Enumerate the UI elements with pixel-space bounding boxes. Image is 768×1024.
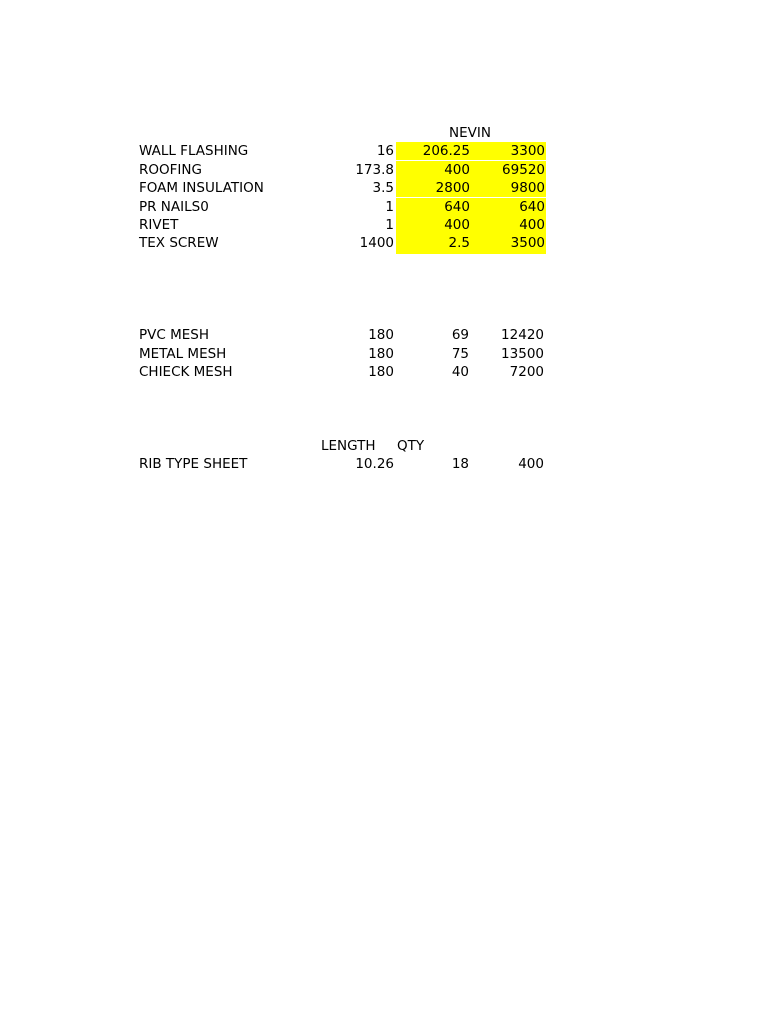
table-row	[0, 179, 768, 197]
table-row	[0, 326, 768, 344]
item-name: METAL MESH	[139, 346, 227, 362]
item-name: FOAM INSULATION	[139, 180, 264, 196]
item-quantity: 180	[368, 327, 394, 343]
item-total: 12420	[501, 327, 544, 343]
nevin-header: NEVIN	[449, 125, 491, 141]
table-row	[0, 198, 768, 216]
table-row	[0, 142, 768, 160]
length-header: LENGTH	[321, 438, 376, 454]
item-qty: 18	[451, 456, 469, 472]
item-total: 13500	[501, 346, 544, 362]
item-length: 10.26	[355, 456, 394, 472]
item-name: PR NAILS0	[139, 199, 209, 215]
item-quantity: 3.5	[372, 180, 394, 196]
qty-header: QTY	[397, 438, 425, 454]
item-quantity: 173.8	[355, 162, 394, 178]
item-quantity: 16	[376, 143, 394, 159]
item-rate: 2800	[396, 179, 471, 197]
item-rate: 75	[451, 346, 469, 362]
item-name: TEX SCREW	[139, 235, 219, 251]
item-quantity: 1	[385, 217, 394, 233]
item-total: 3500	[471, 234, 546, 254]
item-total: 7200	[509, 364, 544, 380]
item-rate: 400	[396, 161, 471, 179]
table-row	[0, 161, 768, 179]
item-total: 9800	[471, 179, 546, 197]
table-row	[0, 216, 768, 234]
item-rate: 40	[451, 364, 469, 380]
item-total: 400	[518, 456, 544, 472]
table-row	[0, 455, 768, 473]
item-quantity: 180	[368, 346, 394, 362]
table-row	[0, 363, 768, 381]
item-rate: 2.5	[396, 234, 471, 254]
item-total: 3300	[471, 142, 546, 160]
item-rate: 400	[396, 216, 471, 234]
table-row	[0, 234, 768, 252]
item-name: CHIECK MESH	[139, 364, 233, 380]
item-quantity: 1400	[359, 235, 394, 251]
item-rate: 206.25	[396, 142, 471, 160]
item-name: RIB TYPE SHEET	[139, 456, 248, 472]
table-row	[0, 345, 768, 363]
item-name: ROOFING	[139, 162, 202, 178]
item-rate: 640	[396, 198, 471, 216]
item-rate: 69	[451, 327, 469, 343]
item-quantity: 180	[368, 364, 394, 380]
header-row	[0, 437, 768, 455]
item-total: 69520	[471, 161, 546, 179]
item-total: 640	[471, 198, 546, 216]
item-quantity: 1	[385, 199, 394, 215]
item-total: 400	[471, 216, 546, 234]
item-name: RIVET	[139, 217, 179, 233]
item-name: WALL FLASHING	[139, 143, 249, 159]
header-row	[0, 124, 768, 142]
item-name: PVC MESH	[139, 327, 209, 343]
